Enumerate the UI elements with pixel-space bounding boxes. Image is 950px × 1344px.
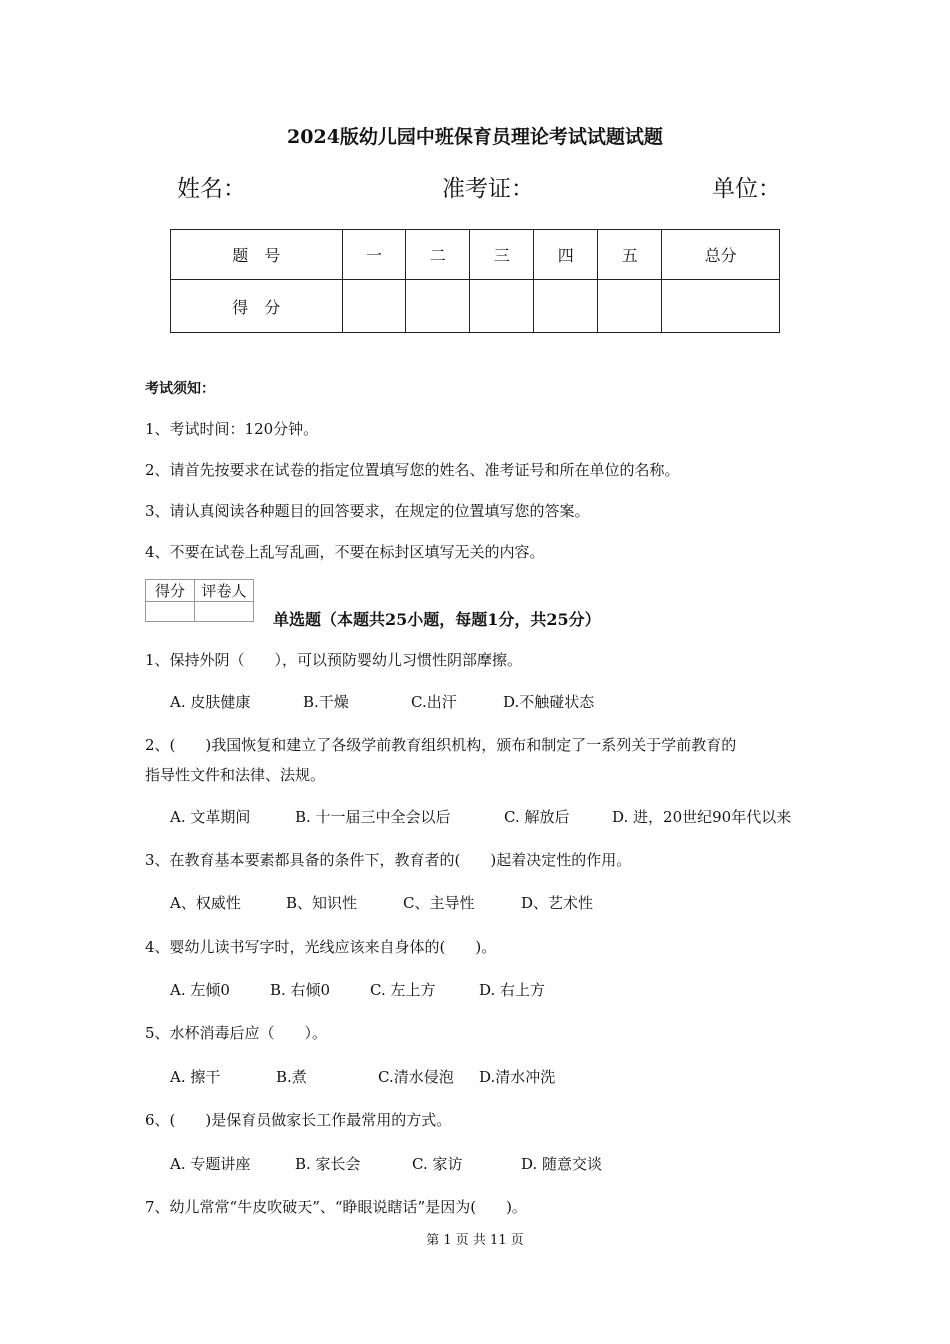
name-label: 姓名：	[177, 176, 246, 202]
question-option: A、权威性	[170, 894, 241, 912]
question-option: B、知识性	[286, 894, 358, 912]
question-option: C.清水侵泡	[378, 1068, 454, 1086]
score-cell	[342, 280, 406, 333]
question-stem-continued: 指导性文件和法律、法规。	[145, 766, 326, 784]
score-cell	[598, 280, 662, 333]
grader-score-cell	[146, 602, 195, 622]
grader-name-label: 评卷人	[195, 580, 254, 602]
question-stem: 6、( )是保育员做家长工作最常用的方式。	[145, 1111, 452, 1129]
unit-label: 单位：	[712, 176, 781, 202]
score-table	[170, 229, 780, 333]
score-cell	[470, 280, 534, 333]
score-table-score-row	[171, 280, 780, 333]
score-table-header: 三	[470, 230, 534, 280]
grader-score-label: 得分	[146, 580, 195, 602]
section-title: 单选题（本题共25小题，每题1分，共25分）	[273, 610, 601, 629]
score-cell	[534, 280, 598, 333]
question-option: A. 专题讲座	[170, 1155, 251, 1173]
question-option: B.干燥	[303, 693, 349, 711]
page-footer: 第 1 页 共 11 页	[426, 1233, 524, 1248]
notice-item: 1、考试时间：120分钟。	[145, 420, 319, 438]
question-option: B. 十一届三中全会以后	[295, 808, 451, 826]
question-option: B. 家长会	[295, 1155, 361, 1173]
notice-item: 3、请认真阅读各种题目的回答要求，在规定的位置填写您的答案。	[145, 502, 590, 520]
question-stem: 1、保持外阴（ ），可以预防婴幼儿习惯性阴部摩擦。	[145, 651, 523, 669]
question-option: C. 解放后	[504, 808, 570, 826]
question-option: C、主导性	[403, 894, 475, 912]
question-option: D.清水冲洗	[479, 1068, 556, 1086]
question-option: B. 右倾0	[270, 981, 331, 999]
grader-name-cell	[195, 602, 254, 622]
question-option: A. 左倾0	[170, 981, 230, 999]
question-option: A. 擦干	[170, 1068, 221, 1086]
question-stem: 5、水杯消毒后应（ ）。	[145, 1024, 328, 1042]
page-title: 2024版幼儿园中班保育员理论考试试题试题	[287, 126, 663, 148]
question-option: D. 随意交谈	[521, 1155, 603, 1173]
question-option: C. 家访	[412, 1155, 463, 1173]
question-option: D. 右上方	[479, 981, 546, 999]
score-table-header: 一	[342, 230, 406, 280]
question-option: B.煮	[276, 1068, 307, 1086]
question-option: C.出汗	[411, 693, 457, 711]
score-table-header: 四	[534, 230, 598, 280]
question-option: D. 进，20世纪90年代以来	[612, 808, 792, 826]
exam-number-label: 准考证：	[442, 176, 534, 202]
grader-box	[145, 579, 254, 622]
notice-item: 2、请首先按要求在试卷的指定位置填写您的姓名、准考证号和所在单位的名称。	[145, 461, 680, 479]
question-option: D、艺术性	[521, 894, 594, 912]
score-cell	[662, 280, 780, 333]
score-row-label: 得 分	[171, 280, 343, 333]
question-stem: 3、在教育基本要素都具备的条件下，教育者的( )起着决定性的作用。	[145, 851, 632, 869]
score-cell	[406, 280, 470, 333]
notice-heading: 考试须知：	[145, 381, 215, 397]
question-option: C. 左上方	[370, 981, 436, 999]
question-stem: 7、幼儿常常“牛皮吹破天”、“睁眼说瞎话”是因为( )。	[145, 1198, 527, 1216]
notice-item: 4、不要在试卷上乱写乱画，不要在标封区填写无关的内容。	[145, 543, 545, 561]
score-table-header: 五	[598, 230, 662, 280]
question-stem: 4、婴幼儿读书写字时，光线应该来自身体的( )。	[145, 938, 497, 956]
score-table-header: 总分	[662, 230, 780, 280]
question-option: A. 文革期间	[170, 808, 251, 826]
score-table-header: 二	[406, 230, 470, 280]
question-stem: 2、( )我国恢复和建立了各级学前教育组织机构，颁布和制定了一系列关于学前教育的	[145, 736, 737, 754]
score-table-header: 题 号	[171, 230, 343, 280]
score-table-header-row	[171, 230, 780, 280]
question-option: A. 皮肤健康	[170, 693, 251, 711]
question-option: D.不触碰状态	[503, 693, 595, 711]
